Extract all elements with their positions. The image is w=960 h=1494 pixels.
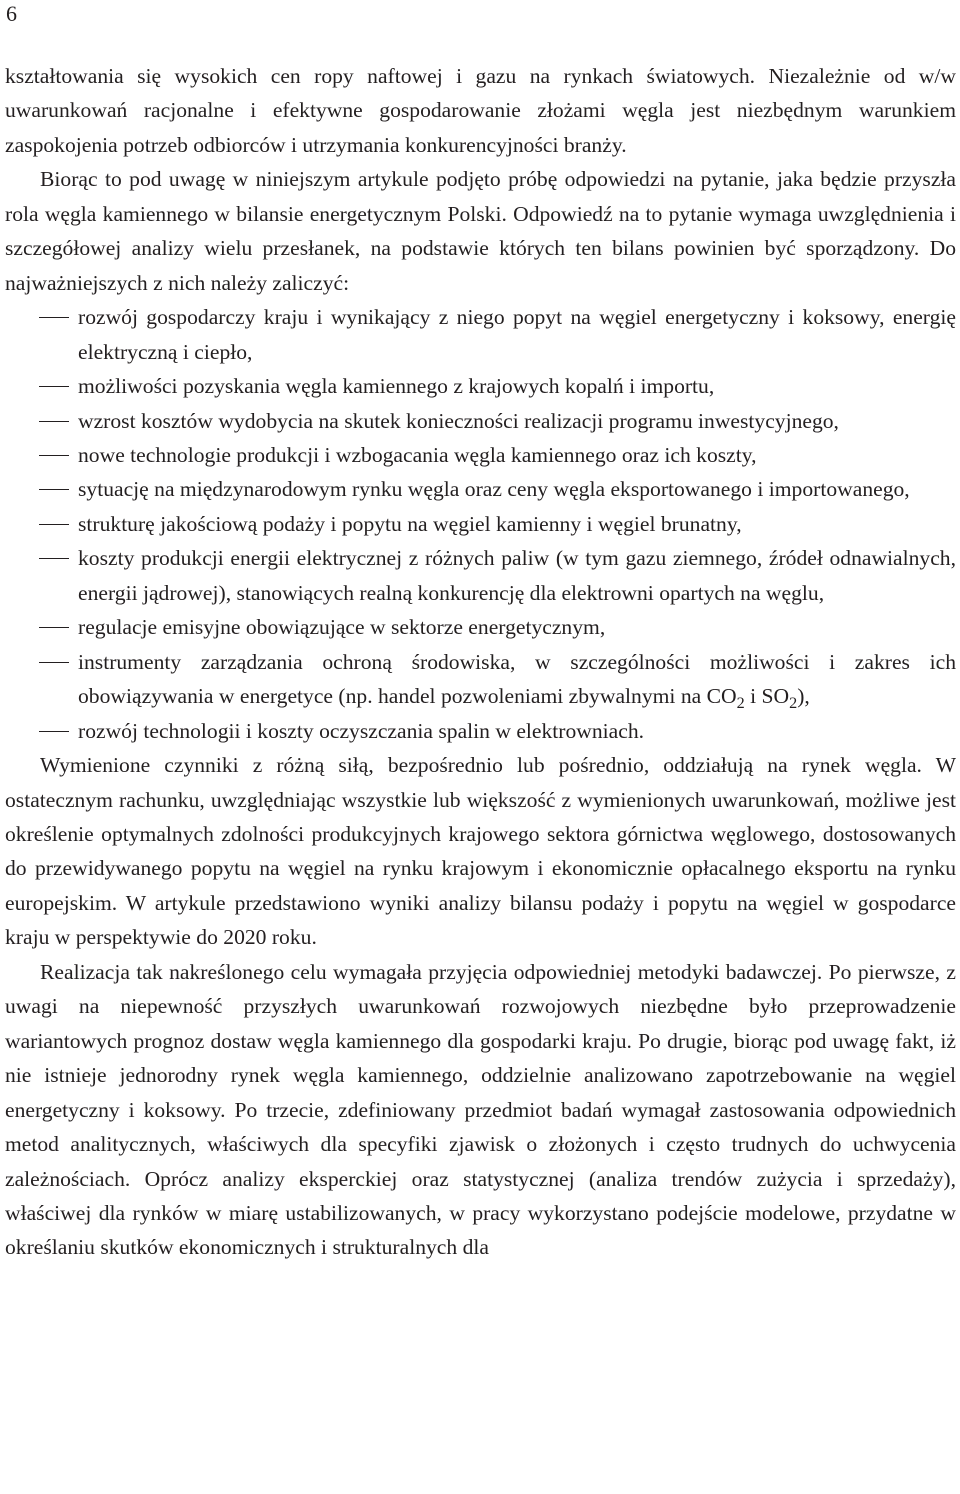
list-item: nowe technologie produkcji i wzbogacania węgla kamiennego oraz ich koszty,	[5, 438, 956, 472]
list-item: rozwój gospodarczy kraju i wynikający z niego popyt na węgiel energetyczny i koksowy, energię elektryczną i ciepło,	[5, 300, 956, 369]
list-item: koszty produkcji energii elektrycznej z różnych paliw (w tym gazu ziemnego, źródeł odnawialnych, energii jądrowej), stanowiących realną konkurencję dla elektrowni opartych na węglu,	[5, 541, 956, 610]
subscript: 2	[736, 694, 745, 713]
page-number: 6	[6, 1, 17, 26]
list-item: wzrost kosztów wydobycia na skutek konieczności realizacji programu inwestycyjnego,	[5, 404, 956, 438]
paragraph-3: Wymienione czynniki z różną siłą, bezpośrednio lub pośrednio, oddziałują na rynek węgla. W ostatecznym rachunku, uwzględniając wszystkie lub większość z wymienionych uwarunkowań, możliwe jest określenie optymalnych zdolności produkcyjnych krajowego sektora górnictwa węglowego, dostosowanych do przewidywanego popytu na węgiel na rynku krajowym i ekonomicznie opłacalnego eksportu na rynku europejskim. W artykule przedstawiono wyniki analizy bilansu podaży i popytu na węgiel w gospodarce kraju w perspektywie do 2020 roku.	[5, 753, 956, 950]
list-item: strukturę jakościową podaży i popytu na węgiel kamienny i węgiel brunatny,	[5, 507, 956, 541]
list-item-text: instrumenty zarządzania ochroną środowiska, w szczególności możliwości i zakres ich obowiązywania w energetyce (np. handel pozwoleniami zbywalnymi na CO	[78, 649, 956, 709]
list-item: regulacje emisyjne obowiązujące w sektorze energetycznym,	[5, 610, 956, 644]
subscript: 2	[789, 694, 798, 713]
list-item-text: ),	[797, 684, 810, 709]
list-item: sytuację na międzynarodowym rynku węgla oraz ceny węgla eksportowanego i importowanego,	[5, 472, 956, 506]
paragraph-2: Biorąc to pod uwagę w niniejszym artykule podjęto próbę odpowiedzi na pytanie, jaka będzie przyszła rola węgla kamiennego w bilansie energetycznym Polski. Odpowiedź na to pytanie wymaga uwzględnienia i szczegółowej analizy wielu przesłanek, na podstawie których ten bilans powinien być sporządzony. Do najważniejszych z nich należy zaliczyć:	[5, 167, 956, 295]
list-item: możliwości pozyskania węgla kamiennego z krajowych kopalń i importu,	[5, 369, 956, 403]
list-item: rozwój technologii i koszty oczyszczania spalin w elektrowniach.	[5, 714, 956, 748]
list-item-text: i SO	[744, 684, 790, 709]
factors-list	[5, 300, 956, 748]
list-item	[5, 645, 956, 714]
body-text	[5, 59, 956, 1265]
paragraph-4: Realizacja tak nakreślonego celu wymagała przyjęcia odpowiedniej metodyki badawczej. Po pierwsze, z uwagi na niepewność przyszłych uwarunkowań rozwojowych niezbędne było przeprowadzenie wariantowych prognoz dostaw węgla kamiennego dla gospodarki kraju. Po drugie, biorąc pod uwagę fakt, iż nie istnieje jednorodny rynek węgla kamiennego, oddzielnie analizowano zapotrzebowanie na węgiel energetyczny i koksowy. Po trzecie, zdefiniowany przedmiot badań wymagał zastosowania odpowiednich metod analitycznych, właściwych dla specyfiki zjawisk o złożonych i często trudnych do uchwycenia zależnościach. Oprócz analizy eksperckiej oraz statystycznej (analiza trendów zużycia i sprzedaży), właściwej dla rynków w miarę ustabilizowanych, w pracy wykorzystano podejście modelowe, przydatne w określaniu skutków ekonomicznych i strukturalnych dla	[5, 959, 956, 1260]
paragraph-1: kształtowania się wysokich cen ropy naftowej i gazu na rynkach światowych. Niezależnie od w/w uwarunkowań racjonalne i efektywne gospodarowanie złożami węgla jest niezbędnym warunkiem zaspokojenia potrzeb odbiorców i utrzymania konkurencyjności branży.	[5, 64, 956, 157]
